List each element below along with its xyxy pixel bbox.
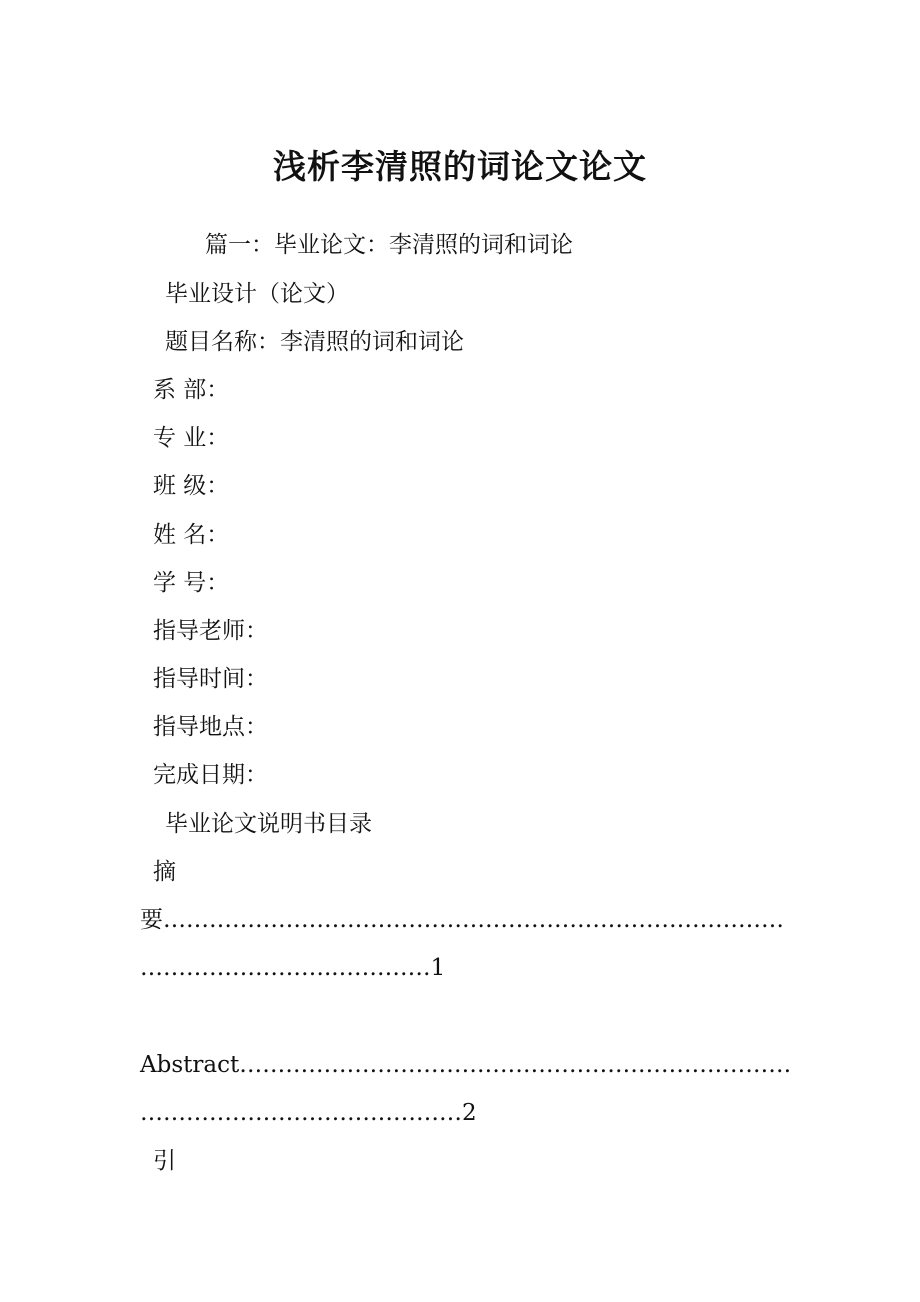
document-title: 浅析李清照的词论文论文	[273, 147, 647, 186]
toc-entry-abstract-en-part1: Abstract………………………………………………………………	[140, 1052, 792, 1078]
field-major: 专 业：	[153, 425, 230, 451]
field-guidance-place: 指导地点：	[153, 714, 268, 740]
toc-entry-abstract-cn-part1: 摘	[153, 859, 176, 885]
field-guidance-time: 指导时间：	[153, 666, 268, 692]
field-student-id: 学 号：	[153, 570, 230, 596]
toc-entry-intro-part1: 引	[153, 1148, 176, 1174]
field-advisor: 指导老师：	[153, 618, 268, 644]
field-department: 系 部：	[153, 377, 230, 403]
toc-heading: 毕业论文说明书目录	[165, 811, 372, 837]
field-class: 班 级：	[153, 473, 230, 499]
toc-entry-abstract-cn-part3: ……………………..…………1	[140, 955, 446, 981]
toc-entry-abstract-en-part2: ……………………………………2	[140, 1100, 477, 1126]
field-completion-date: 完成日期：	[153, 762, 268, 788]
toc-entry-abstract-cn-part2: 要………………………………………………………………………	[140, 907, 784, 933]
thesis-type: 毕业设计（论文）	[165, 281, 349, 307]
field-name: 姓 名：	[153, 522, 230, 548]
topic-name: 题目名称：李清照的词和词论	[165, 329, 464, 355]
section-subtitle: 篇一：毕业论文：李清照的词和词论	[205, 232, 573, 258]
